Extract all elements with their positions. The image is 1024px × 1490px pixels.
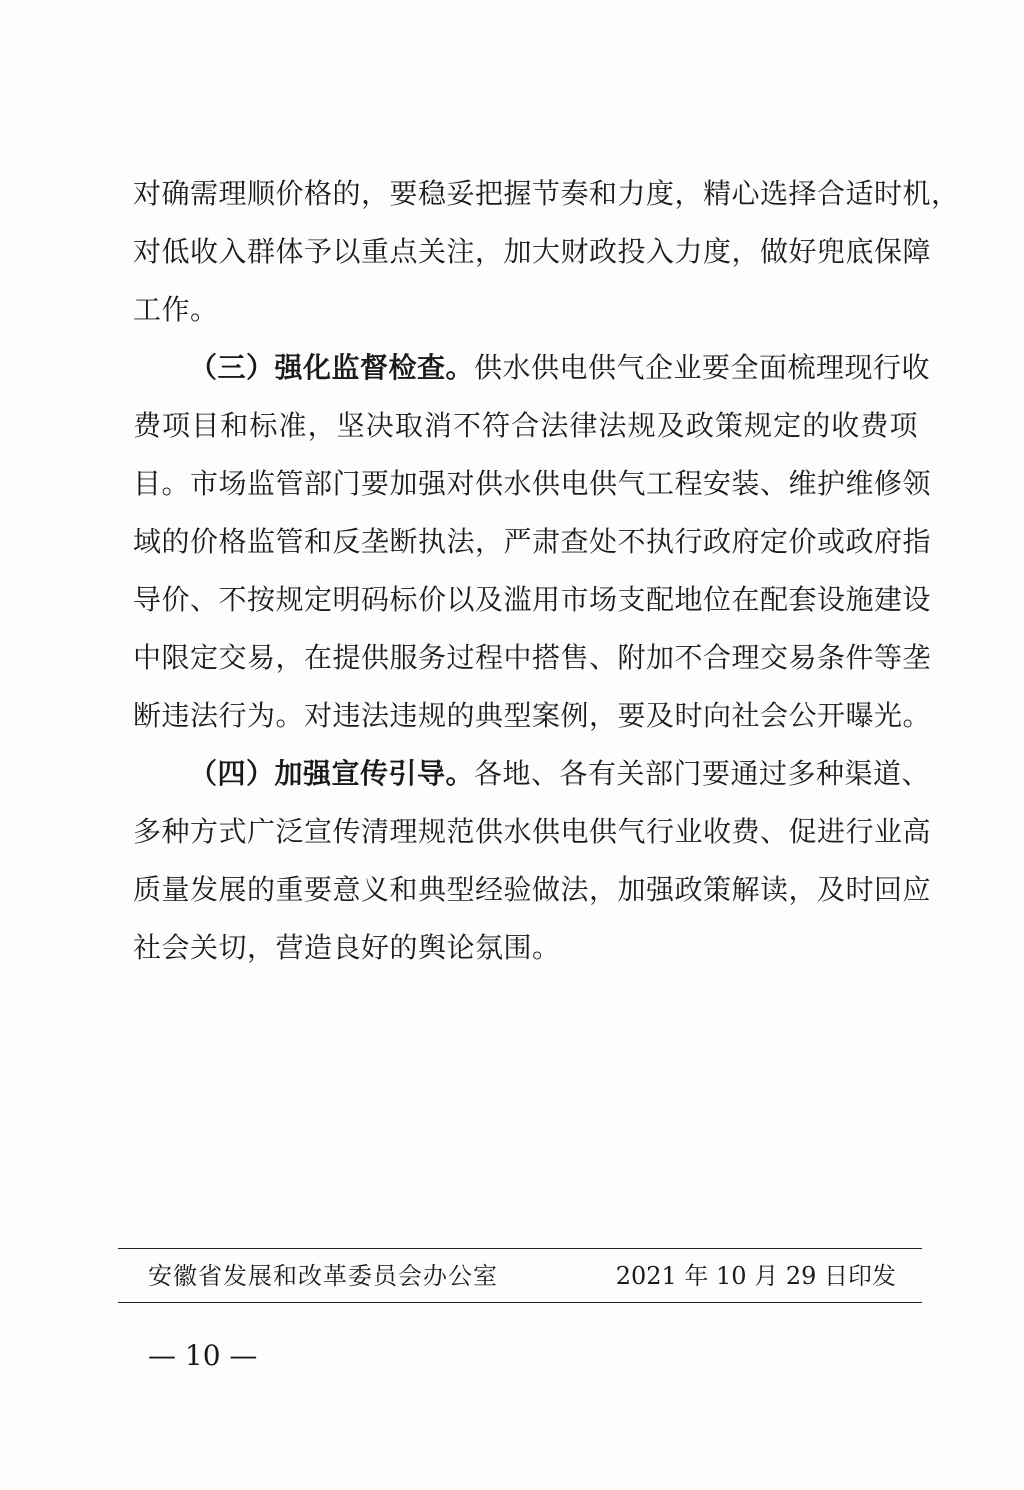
footer-rule-top: [118, 1248, 922, 1249]
paragraph-3-line-1: [133, 745, 931, 803]
section-heading-supervision: （三）强化监督检查。: [189, 351, 475, 384]
paragraph-1-line-1: 对确需理顺价格的，要稳妥把握节奏和力度，精心选择合适时机，: [133, 177, 960, 210]
section-heading-publicity: （四）加强宣传引导。: [189, 757, 475, 790]
paragraph-3-line-4: 社会关切，营造良好的舆论氛围。: [133, 931, 561, 964]
paragraph-2-line-2: 费项目和标准，坚决取消不符合法律法规及政策规定的收费项: [133, 409, 918, 442]
paragraph-2-line-7: 断违法行为。对违法违规的典型案例，要及时向社会公开曝光。: [133, 699, 932, 732]
paragraph-1-line-2: 对低收入群体予以重点关注，加大财政投入力度，做好兜底保障: [133, 235, 932, 268]
paragraph-3-line-3: 质量发展的重要意义和典型经验做法，加强政策解读，及时回应: [133, 873, 932, 906]
footer-rule-bottom: [118, 1302, 922, 1303]
paragraph-2-line-3: 目。市场监管部门要加强对供水供电供气工程安装、维护维修领: [133, 467, 932, 500]
paragraph-2-line-5: 导价、不按规定明码标价以及滥用市场支配地位在配套设施建设: [133, 583, 932, 616]
paragraph-2-line-1: [133, 339, 931, 397]
issuer-name: 安徽省发展和改革委员会办公室: [148, 1262, 498, 1290]
page-number: — 10 —: [148, 1339, 258, 1372]
paragraph-1-line-3: 工作。: [133, 293, 219, 326]
paragraph-3-line-2: 多种方式广泛宣传清理规范供水供电供气行业收费、促进行业高: [133, 815, 932, 848]
paragraph-3-line-1-text: 各地、各有关部门要通过多种渠道、: [474, 757, 931, 790]
paragraph-2-line-4: 域的价格监管和反垄断执法，严肃查处不执行政府定价或政府指: [133, 525, 932, 558]
body-text: [133, 165, 960, 977]
paragraph-2-line-1-text: 供水供电供气企业要全面梳理现行收: [474, 351, 931, 384]
issue-date: 2021 年 10 月 29 日印发: [615, 1262, 896, 1290]
paragraph-2-line-6: 中限定交易，在提供服务过程中搭售、附加不合理交易条件等垄: [133, 641, 932, 674]
